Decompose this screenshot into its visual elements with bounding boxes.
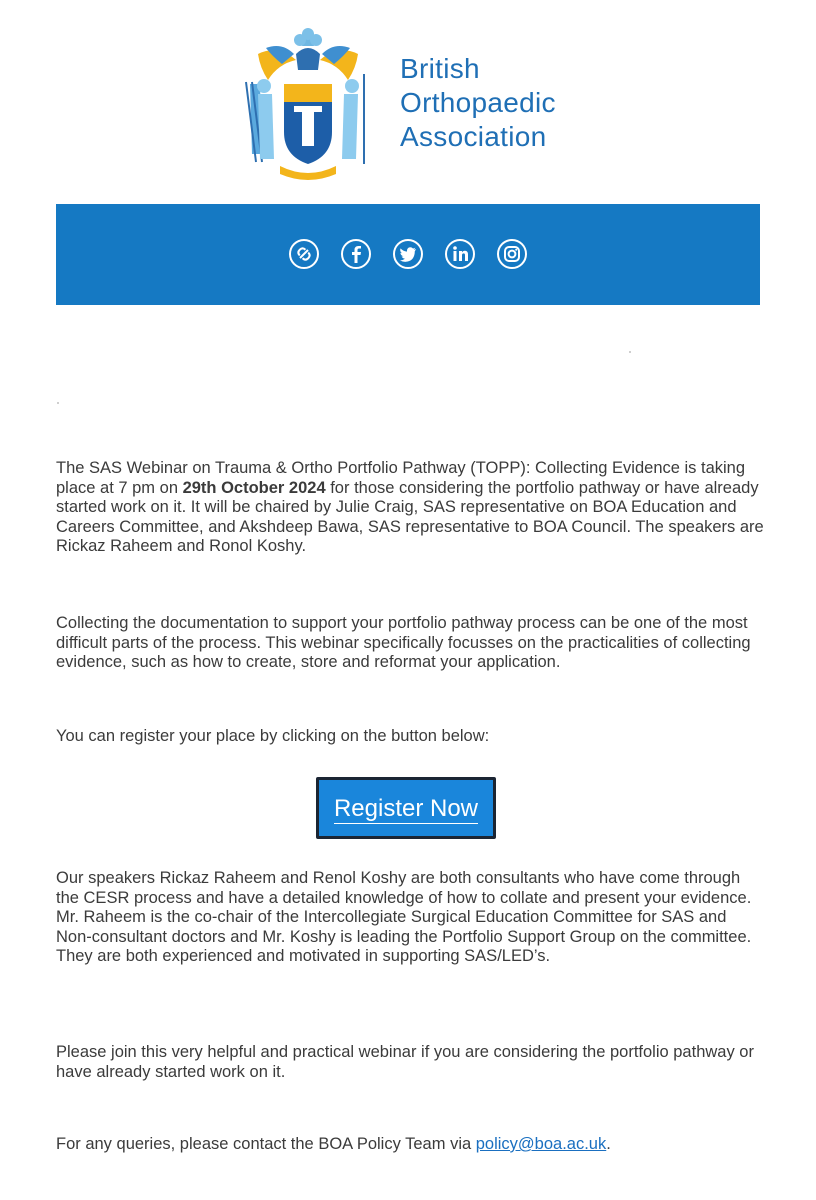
instagram-icon[interactable] [496,238,528,270]
social-links [56,238,760,270]
policy-email-link[interactable]: policy@boa.ac.uk [475,1135,607,1153]
register-now-button[interactable] [316,777,496,839]
contact-paragraph [56,1135,766,1155]
linkedin-icon[interactable] [444,238,476,270]
org-name-line-2: Orthopaedic [400,87,556,118]
facebook-icon[interactable] [340,238,372,270]
register-button-wrap [316,777,496,839]
org-name-line-1: British [400,53,480,84]
social-banner [56,204,760,305]
register-now-label: Register Now [333,795,479,822]
contact-text-a: For any queries, please contact the BOA Policy Team via [56,1135,476,1153]
speakers-paragraph: Our speakers Rickaz Raheem and Renol Koshy are both consultants who have come through the CESR process and have a detailed knowledge of how to collate and present your evidence. Mr. Raheem is the co-chair of the Intercollegiate Surgical Education Committee for SAS and Non-consultant doctors and Mr. Koshy is leading the Portfolio Support Group on the committee. They are both experienced and motivated in supporting SAS/LED’s. [56,869,752,965]
contact-text-b: . [606,1135,611,1153]
spacer-dot [57,402,59,404]
organization-name [400,52,556,154]
email-header [0,0,816,200]
join-paragraph: Please join this very helpful and practical webinar if you are considering the portfolio pathway or have already started work on it. [56,1043,754,1081]
description-paragraph: Collecting the documentation to support your portfolio pathway process can be one of the most difficult parts of the process. This webinar specifically focusses on the practicalities of collecting evidence, such as how to create, store and reformat your application. [56,614,751,671]
register-prompt: You can register your place by clicking on the button below: [56,727,490,745]
twitter-icon[interactable] [392,238,424,270]
spacer-dot [629,351,631,353]
intro-text-a: The SAS Webinar on Trauma & Ortho Portfolio Pathway (TOPP): Collecting Evidence is taking place at 7 pm on [56,459,746,497]
intro-paragraph [56,459,766,557]
event-date: 29th October 2024 [182,478,326,497]
intro-text-b: for those considering the portfolio pathway or have already started work on it. It will be chaired by Julie Craig, SAS representative on BOA Education and Careers Committee, and Akshdeep Bawa, SAS representative to BOA Council. The speakers are Rickaz Raheem and Ronol Koshy. [56,478,764,555]
org-name-line-3: Association [400,121,547,152]
boa-crest-logo [238,24,378,184]
link-icon[interactable] [288,238,320,270]
